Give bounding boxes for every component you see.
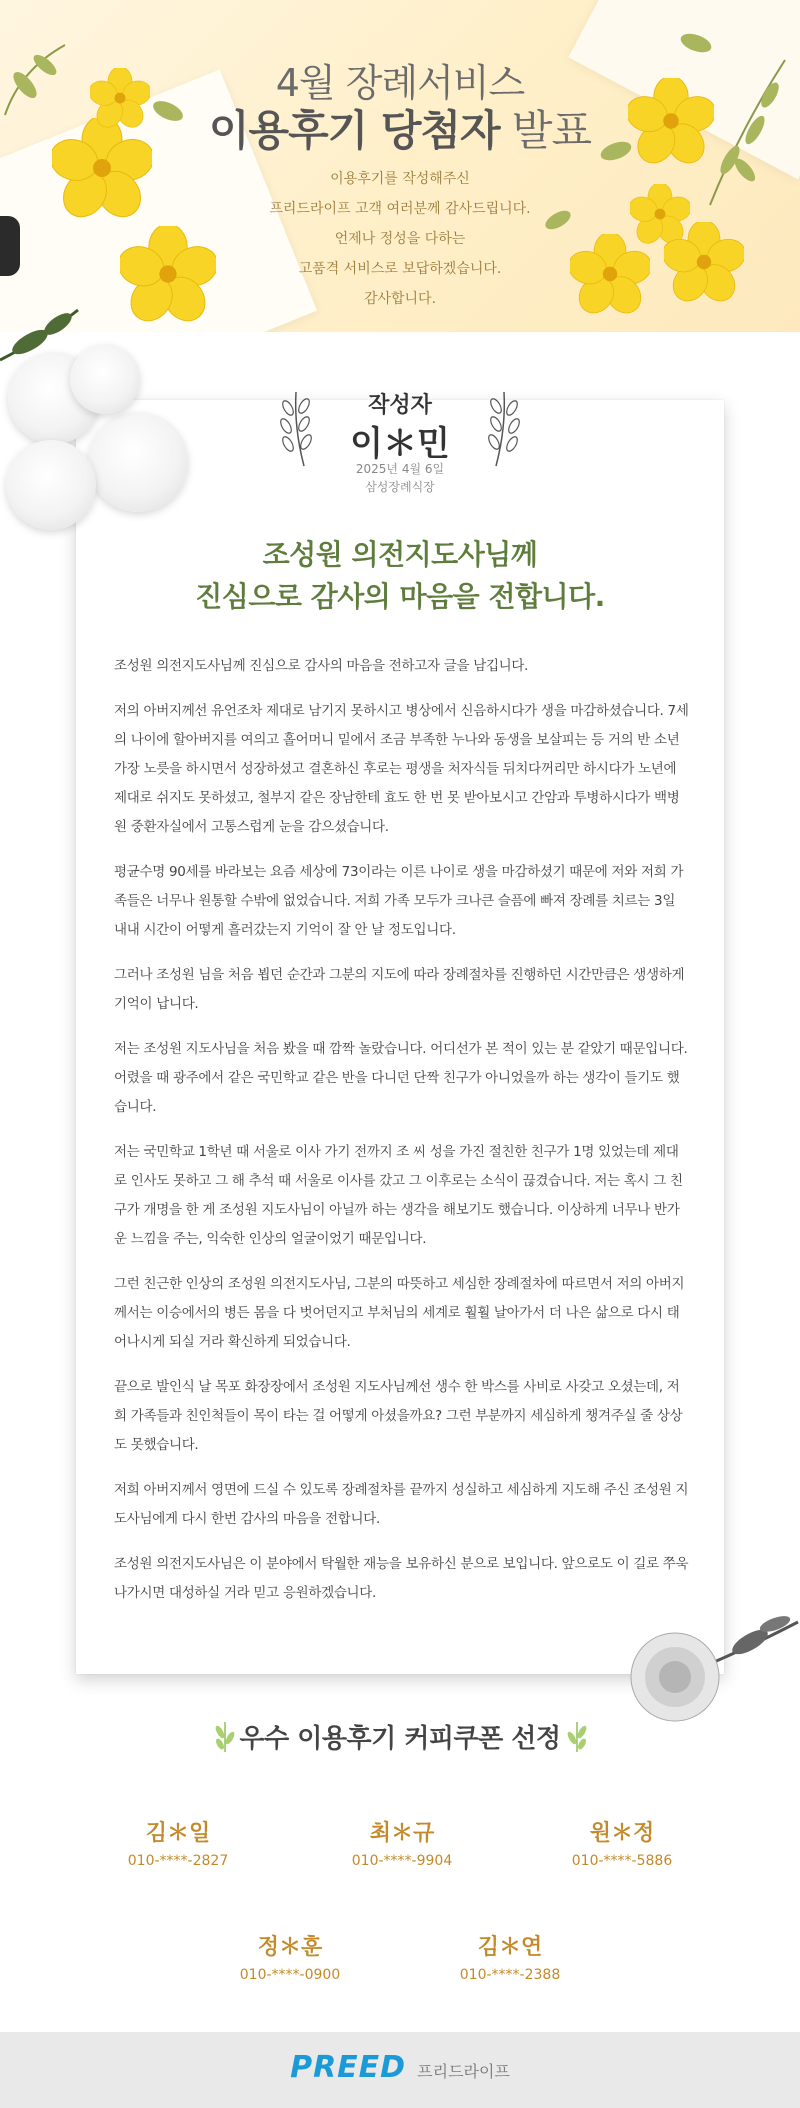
banner-line: 감사합니다.: [363, 291, 437, 307]
brand-name: PREED: [290, 2050, 407, 2085]
letter-paragraph: 조성원 의전지도사님은 이 분야에서 탁월한 재능을 보유하신 분으로 보입니다. 앞으로도 이 길로 쭈욱 나가시면 대성하실 거라 믿고 응원하겠습니다.: [114, 1556, 689, 1601]
leaf-icon: [0, 300, 80, 370]
letter-paragraph: 조성원 의전지도사님께 진심으로 감사의 마음을 전하고자 글을 남깁니다.: [114, 658, 529, 674]
winner-item: [190, 1930, 390, 1983]
banner-title-light: 발표: [511, 106, 592, 155]
banner-message: [0, 164, 800, 314]
letter-paragraph: 저의 아버지께선 유언조차 제대로 남기지 못하시고 병상에서 신음하시다가 생을 마감하셨습니다. 7세의 나이에 할아버지를 여의고 홀어머니 밑에서 조금 부족한 누나와 동생을 보살피는 등 거의 반 소년 가장 노릇을 하시면서 성장하셨고 결혼하신 후로는 평생을 처자식들 뒤치다꺼리만 하시다가 노년에 제대로 쉬지도 못하셨고, 철부지 같은 장남한테 효도 한 번 못 받아보시고 간암과 투병하시다가 백병원 중환자실에서 고통스럽게 눈을 감으셨습니다.: [114, 703, 689, 835]
winner-item: [78, 1816, 278, 1869]
header-banner: [0, 0, 800, 332]
winner-phone: 010-****-2388: [459, 1967, 561, 1983]
author-name: 이＊민: [350, 424, 450, 464]
letter-paragraph: 저희 아버지께서 영면에 드실 수 있도록 장례절차를 끝까지 성실하고 세심하게 지도해 주신 조성원 지도사님에게 다시 한번 감사의 마음을 전합니다.: [114, 1482, 689, 1527]
headline-line: 조성원 의전지도사님께: [262, 538, 538, 571]
banner-title: 4월 장례서비스: [275, 61, 525, 105]
winner-name: 원＊정: [589, 1821, 655, 1846]
letter-paragraph: 저는 국민학교 1학년 때 서울로 이사 가기 전까지 조 씨 성을 가진 절친한 친구가 1명 있었는데 제대로 인사도 못하고 그 해 추석 때 서울로 이사를 갔고 그 이후로는 소식이 끊겼습니다. 저는 혹시 그 친구가 개명을 한 게 조성원 지도사님이 아닐까 하는 생각을 해보기도 했습니다. 이상하게 너무나 반가운 느낌을 주는, 익숙한 인상의 얼굴이었기 때문입니다.: [114, 1144, 683, 1247]
author-place: 삼성장례식장: [365, 480, 435, 494]
winner-name: 김＊일: [145, 1821, 211, 1846]
letter-body: [114, 652, 690, 1624]
winner-phone: 010-****-0900: [239, 1967, 341, 1983]
coupon-section-title: 우수 이용후기 커피쿠폰 선정: [239, 1724, 561, 1754]
brand-subname: 프리드라이프: [417, 2062, 510, 2081]
winner-item: [522, 1816, 722, 1869]
banner-line: 고품격 서비스로 보답하겠습니다.: [298, 261, 502, 277]
banner-subtitle: [0, 98, 800, 158]
ribbon-decoration: [0, 216, 20, 276]
author-date: 2025년 4월 6일: [355, 462, 445, 476]
winner-phone: 010-****-2827: [127, 1853, 229, 1869]
brand-logo: [0, 2050, 800, 2085]
letter-paragraph: 끝으로 발인식 날 목포 화장장에서 조성원 지도사님께선 생수 한 박스를 사비로 사갖고 오셨는데, 저희 가족들과 친인척들이 목이 타는 걸 어떻게 아셨을까요? 그런 부분까지 세심하게 챙겨주실 줄 상상도 못했습니다.: [114, 1379, 683, 1453]
letter-headline: [0, 534, 800, 618]
letter-paragraph: 그러나 조성원 님을 처음 뵙던 순간과 그분의 지도에 따라 장례절차를 진행하던 시간만큼은 생생하게 기억이 납니다.: [114, 967, 685, 1012]
banner-line: 언제나 정성을 다하는: [334, 231, 466, 247]
letter-paragraph: 그런 친근한 인상의 조성원 의전지도사님, 그분의 따뜻하고 세심한 장례절차에 따르면서 저의 아버지께서는 이승에서의 병든 몸을 다 벗어던지고 부처님의 세계로 훨훨 날아가서 더 나은 삶으로 다시 태어나시게 되실 거라 확신하게 되었습니다.: [114, 1276, 685, 1350]
banner-line: 프리드라이프 고객 여러분께 감사드립니다.: [269, 201, 531, 217]
headline-line: 진심으로 감사의 마음을 전합니다.: [195, 580, 605, 613]
winner-name: 정＊훈: [257, 1935, 323, 1960]
winner-item: [410, 1930, 610, 1983]
winner-name: 최＊규: [369, 1821, 435, 1846]
letter-paragraph: 저는 조성원 지도사님을 처음 봤을 때 깜짝 놀랐습니다. 어디선가 본 적이 있는 분 같았기 때문입니다. 어렸을 때 광주에서 같은 국민학교 같은 반을 다니던 단짝 친구가 아니었을까 하는 생각이 들기도 했습니다.: [114, 1041, 688, 1115]
banner-line: 이용후기를 작성해주신: [330, 171, 470, 187]
author-label: 작성자: [368, 393, 432, 418]
winner-phone: 010-****-5886: [571, 1853, 673, 1869]
winner-name: 김＊연: [477, 1935, 543, 1960]
banner-title-bold: 이용후기 당첨자: [208, 106, 500, 155]
winner-item: [302, 1816, 502, 1869]
winner-phone: 010-****-9904: [351, 1853, 453, 1869]
letter-paragraph: 평균수명 90세를 바라보는 요즘 세상에 73이라는 이른 나이로 생을 마감하셨기 때문에 저와 저희 가족들은 너무나 원통할 수밖에 없었습니다. 저희 가족 모두가 크나큰 슬픔에 빠져 장례를 치르는 3일 내내 시간이 어떻게 흘러갔는지 기억이 잘 안 날 정도입니다.: [114, 864, 684, 938]
